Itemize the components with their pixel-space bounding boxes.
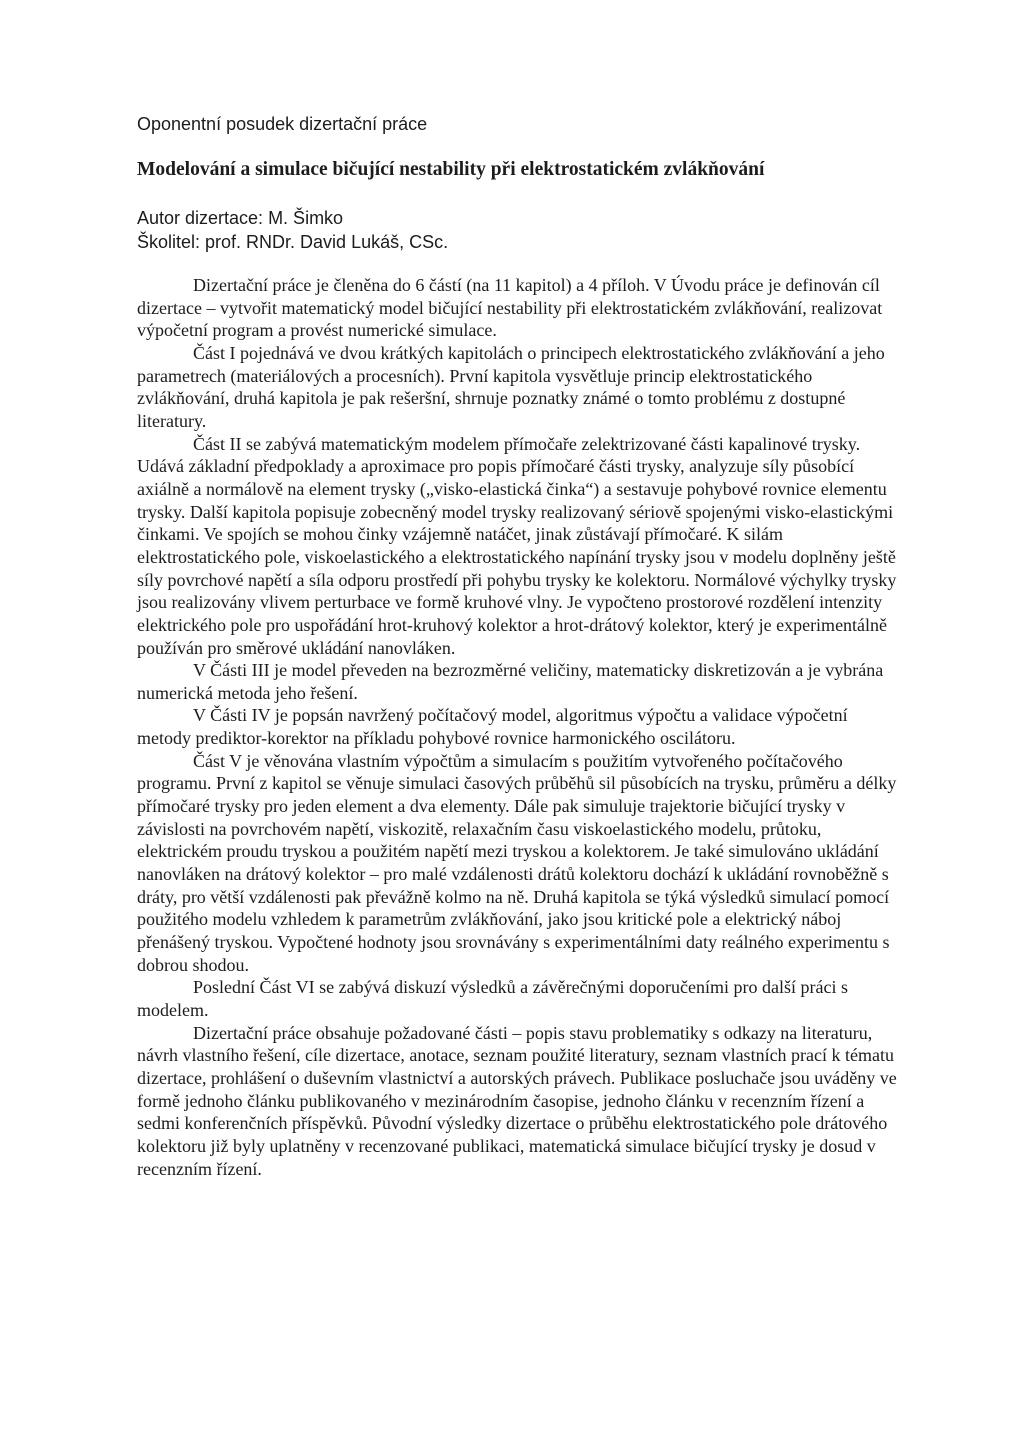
paragraph: Dizertační práce je členěna do 6 částí (na 11 kapitol) a 4 příloh. V Úvodu práce je definován cíl dizertace – vytvořit matematický model bičující nestability při elektrostatickém zvlákňování, realizovat výpočetní program a provést numerické simulace. (137, 275, 883, 341)
paragraph: Poslední Část VI se zabývá diskuzí výsledků a závěrečnými doporučeními pro další práci s modelem. (137, 977, 849, 1020)
paragraph: Část I pojednává ve dvou krátkých kapitolách o principech elektrostatického zvlákňování a jeho parametrech (materiálových a procesních). První kapitola vysvětluje princip elektrostatického zvlákňování, druhá kapitola je pak rešeršní, shrnuje poznatky známé o tomto problému z dostupné literatury. (137, 342, 885, 431)
paragraph: Část II se zabývá matematickým modelem přímočaře zelektrizované části kapalinové trysky. Udává základní předpoklady a aproximace pro popis přímočaré části trysky, analyzuje síly působící axiálně a normálově na element trysky („visko-elastická činka“) a sestavuje pohybové rovnice elementu trysky. Další kapitola popisuje zobecněný model trysky realizovaný sériově spojenými visko-elastickými činkami. Ve spojích se mohou činky vzájemně natáčet, jinak zůstávají přímočaré. K silám elektrostatického pole, viskoelastického a elektrostatického napínání trysky jsou v modelu doplněny ještě síly povrchové napětí a síla odporu prostředí při pohybu trysky ke kolektoru. Normálové výchylky trysky jsou realizovány vlivem perturbace ve formě kruhové vlny. Je vypočteno prostorové rozdělení intenzity elektrického pole pro uspořádání hrot-kruhový kolektor a hrot-drátový kolektor, který je experimentálně používán pro směrové ukládání nanovláken. (137, 433, 897, 658)
supervisor-line: Školitel: prof. RNDr. David Lukáš, CSc. (137, 232, 449, 252)
paragraph: V Části III je model převeden na bezrozměrné veličiny, matematicky diskretizován a je vybrána numerická metoda jeho řešení. (137, 660, 884, 703)
document-label: Oponentní posudek dizertační práce (137, 114, 428, 134)
paragraph: V Části IV je popsán navržený počítačový model, algoritmus výpočtu a validace výpočetní metody prediktor-korektor na příkladu pohybové rovnice harmonického oscilátoru. (137, 705, 848, 749)
paragraph: Část V je věnována vlastním výpočtům a simulacím s použitím vytvořeného počítačového programu. První z kapitol se věnuje simulaci časových průběhů sil působících na trysku, průměru a délky přímočaré trysky pro jeden element a dva elementy. Dále pak simuluje trajektorie bičující trysky v závislosti na povrchovém napětí, viskozitě, relaxačním času viskoelastického modelu, průtoku, elektrickém proudu tryskou a použitém napětí mezi tryskou a kolektorem. Je také simulováno ukládání nanovláken na drátový kolektor – pro malé vzdálenosti drátů kolektoru dochází k ukládání rovnoběžně s dráty, pro větší vzdálenosti pak převážně kolmo na ně. Druhá kapitola se týká výsledků simulací pomocí použitého modelu vzhledem k parametrům zvlákňování, jako jsou kritické pole a elektrický náboj přenášený tryskou. Vypočtené hodnoty jsou srovnávány s experimentálními daty reálného experimentu s dobrou shodou. (137, 750, 897, 975)
document-meta (137, 206, 448, 254)
document-body (137, 274, 897, 1180)
document-title: Modelování a simulace bičující nestability při elektrostatickém zvlákňování (137, 159, 765, 180)
paragraph: Dizertační práce obsahuje požadované části – popis stavu problematiky s odkazy na literaturu, návrh vlastního řešení, cíle dizertace, anotace, seznam použité literatury, seznam vlastních prací k tématu dizertace, prohlášení o duševním vlastnictví a autorských právech. Publikace posluchače jsou uváděny ve formě jednoho článku publikovaného v mezinárodním časopise, jednoho článku v recenzním řízení a sedmi konferenčních příspěvků. Původní výsledky dizertace o průběhu elektrostatického pole drátového kolektoru již byly uplatněny v recenzované publikaci, matematická simulace bičující trysky je dosud v recenzním řízení. (137, 1022, 897, 1179)
author-line: Autor dizertace: M. Šimko (137, 208, 344, 228)
